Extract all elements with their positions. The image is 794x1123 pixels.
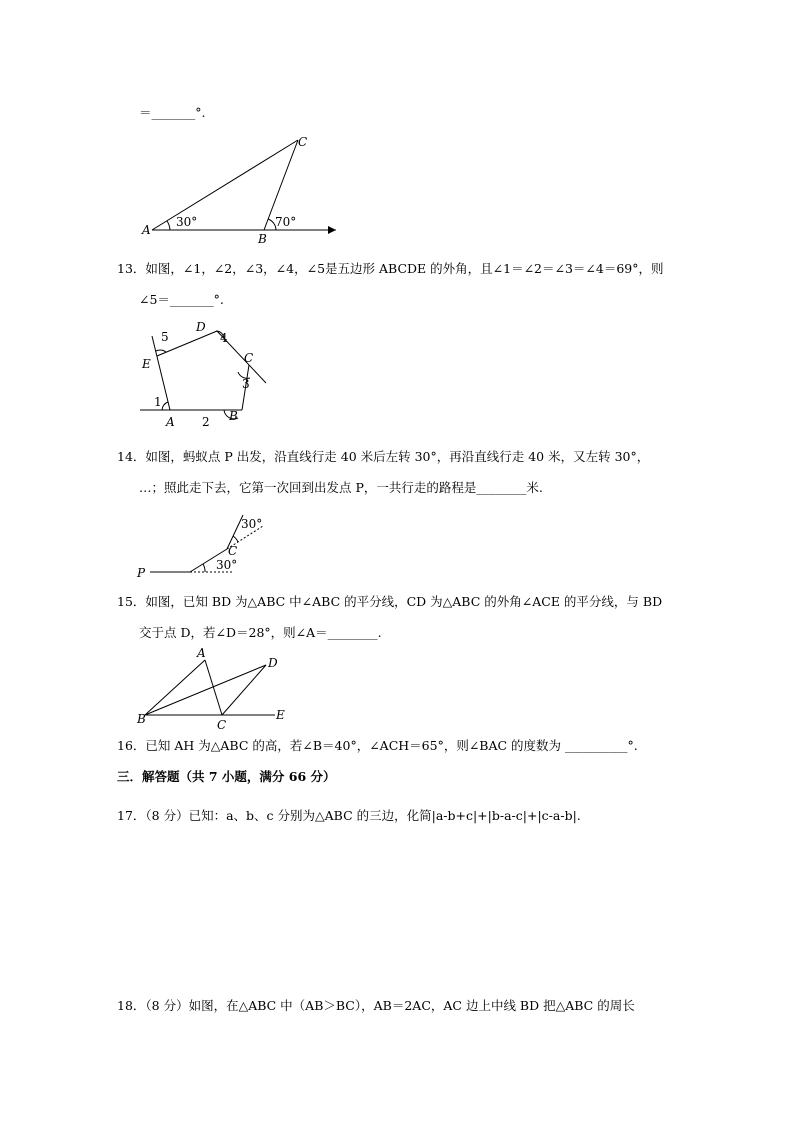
q14-label-C: C [228,544,238,558]
q13-label-B: B [229,409,238,423]
q13-num-1: 1 [154,395,162,409]
q13-label-C: C [244,351,254,365]
q12-continuation: ＝_______°. [139,105,206,120]
q14-angle-1: 30° [216,558,238,572]
q13-num-4: 4 [220,331,228,345]
q12-angle-A: 30° [176,215,198,229]
q12-label-B: B [258,232,267,245]
q13-line1: 13．如图，∠1，∠2，∠3，∠4，∠5是五边形 ABCDE 的外角，且∠1＝∠2＝∠3＝∠4＝69°，则 [117,261,664,276]
q15-line2: 交于点 D，若∠D＝28°，则∠A＝________. [139,625,382,640]
q17-line1: 17．（8 分）已知：a、b、c 分别为△ABC 的三边，化简|a-b+c|+|b-a-c|+|c-a-b|. [117,808,581,823]
section3-title: 三．解答题（共 7 小题，满分 66 分） [117,769,336,784]
q13-label-D: D [196,320,206,334]
q15-label-E: E [276,708,285,722]
q18-line1: 18．（8 分）如图，在△ABC 中（AB＞BC），AB＝2AC，AC 边上中线 BD 把△ABC 的周长 [117,998,635,1013]
q13-figure [138,316,272,430]
q15-label-C: C [217,718,227,732]
q16-line1: 16．已知 AH 为△ABC 的高，若∠B＝40°，∠ACH＝65°，则∠BAC 的度数为 __________°. [117,738,638,753]
q13-num-5: 5 [161,330,169,344]
q14-label-P: P [137,566,146,580]
q12-figure [140,130,350,245]
q13-num-3: 3 [242,377,250,391]
q13-label-A: A [166,415,175,429]
q12-label-C: C [298,135,308,149]
q12-angle-B: 70° [275,215,297,229]
q15-line1: 15．如图，已知 BD 为△ABC 中∠ABC 的平分线，CD 为△ABC 的外角∠ACE 的平分线，与 BD [117,594,663,609]
q15-label-B: B [137,712,146,726]
q12-label-A: A [142,223,151,237]
q13-num-2: 2 [202,415,210,429]
q14-angle-2: 30° [241,517,263,531]
q15-label-D: D [268,656,278,670]
q15-label-A: A [197,646,206,660]
q13-label-E: E [142,357,151,371]
q14-figure [135,508,275,583]
q14-line1: 14．如图，蚂蚁点 P 出发，沿直线行走 40 米后左转 30°，再沿直线行走 40 米，又左转 30°， [117,449,650,464]
q13-line2: ∠5＝_______°. [139,292,224,307]
q15-figure [135,645,295,733]
q14-line2: …；照此走下去，它第一次回到出发点 P，一共行走的路程是________米. [139,480,543,495]
